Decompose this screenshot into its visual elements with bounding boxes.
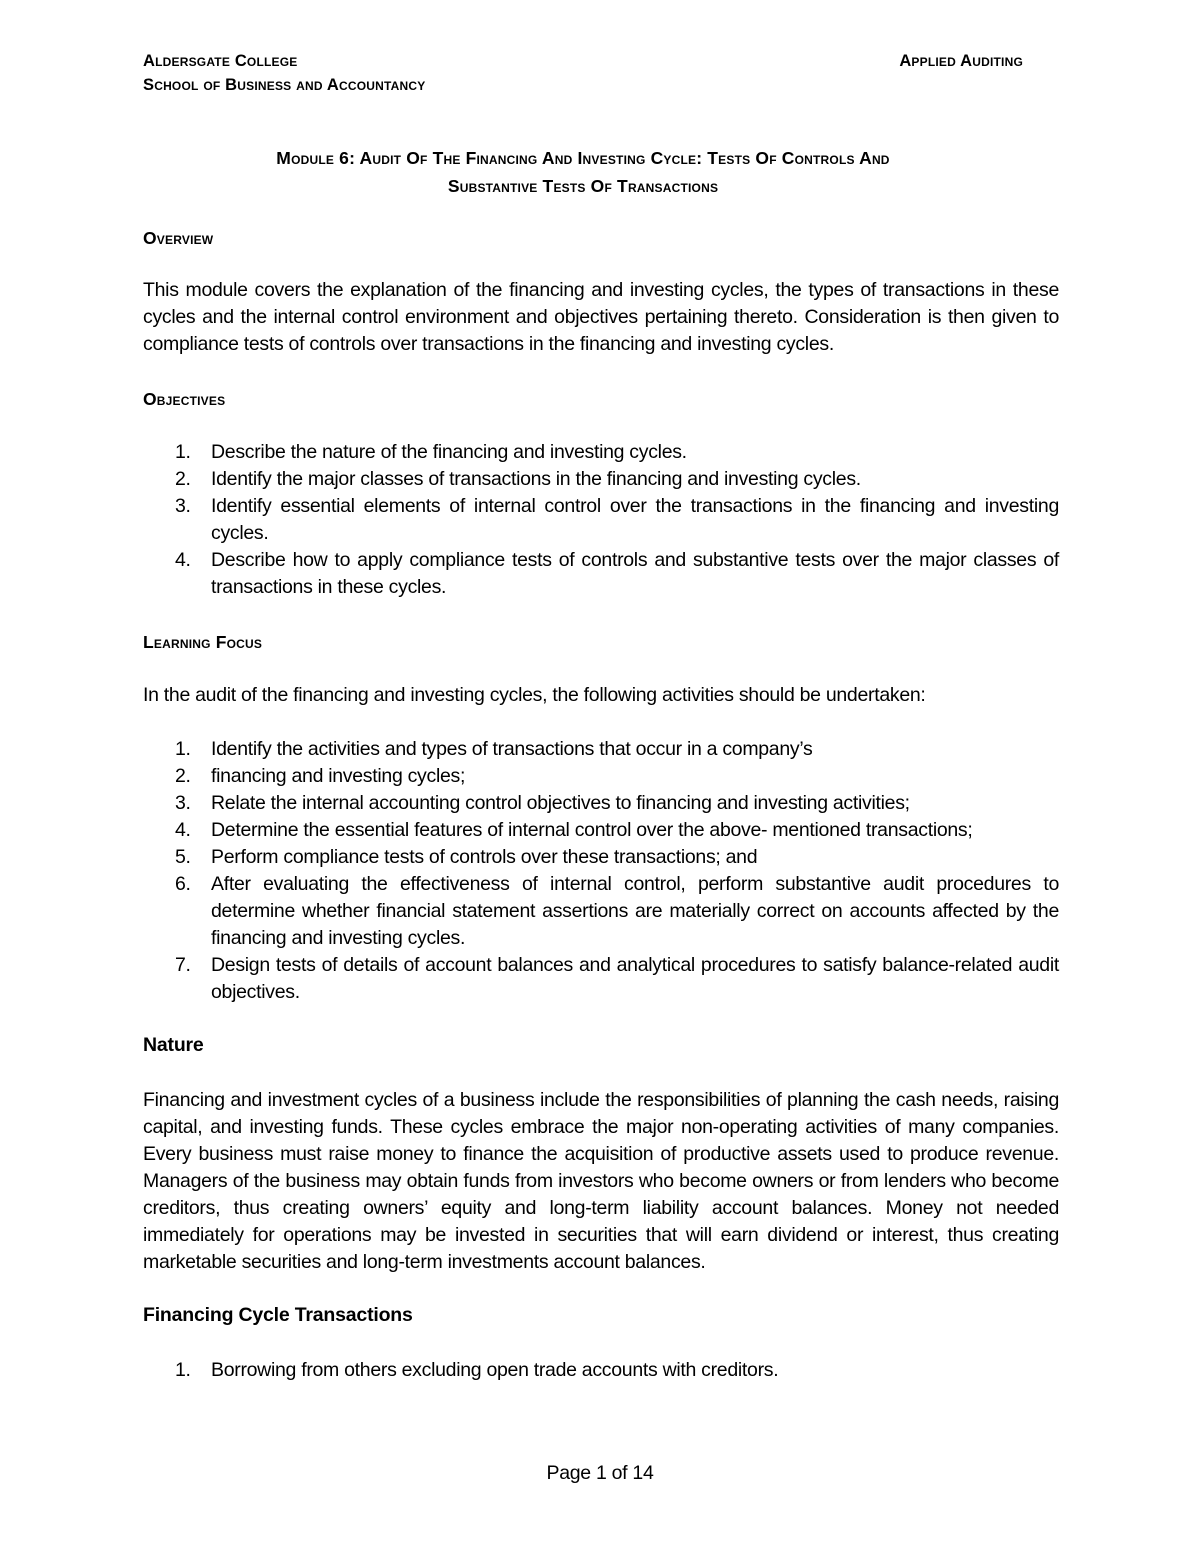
- list-item: 1. Borrowing from others excluding open trade accounts with creditors.: [175, 1359, 779, 1381]
- list-item: 5. Perform compliance tests of controls over these transactions; and: [175, 846, 758, 868]
- list-item: 7. Design tests of details of account balances and analytical procedures to satisfy balance-related audit objectives.: [175, 954, 1059, 1003]
- financing-cycle-heading: Financing Cycle Transactions: [143, 1304, 413, 1326]
- list-item: 4. Describe how to apply compliance tests of controls and substantive tests over the major classes of transactions in these cycles.: [175, 549, 1059, 598]
- list-item: 1. Describe the nature of the financing and investing cycles.: [175, 441, 687, 463]
- page-number: Page 1 of 14: [546, 1462, 654, 1484]
- list-item: 2. Identify the major classes of transactions in the financing and investing cycles.: [175, 468, 861, 490]
- list-item: 6. After evaluating the effectiveness of internal control, perform substantive audit procedures to determine whether financial statement assertions are materially correct on accounts affected by the financing and investing cycles.: [175, 873, 1059, 949]
- list-item: 2. financing and investing cycles;: [175, 765, 466, 787]
- nature-heading: Nature: [143, 1034, 204, 1056]
- learning-focus-list: [143, 736, 1059, 1006]
- module-title-line-1: Module 6: Audit Of The Financing And Investing Cycle: Tests Of Controls And: [276, 148, 890, 168]
- college-name: Aldersgate College: [143, 52, 298, 70]
- module-title-line-2: Substantive Tests Of Transactions: [447, 176, 719, 196]
- overview-heading: Overview: [143, 228, 214, 248]
- list-item: 4. Determine the essential features of internal control over the above- mentioned transactions;: [175, 819, 973, 841]
- objectives-list: [143, 439, 1059, 601]
- list-item: 1. Identify the activities and types of transactions that occur in a company’s: [175, 738, 813, 760]
- learning-focus-heading: Learning Focus: [143, 632, 263, 652]
- module-title: [143, 144, 1023, 200]
- school-name: School of Business and Accountancy: [143, 76, 426, 94]
- objectives-heading: Objectives: [143, 389, 226, 409]
- course-name: Applied Auditing: [899, 52, 1023, 70]
- overview-text: This module covers the explanation of the financing and investing cycles, the types of transactions in these cycles and the internal control environment and objectives pertaining thereto. Consideration is then given to compliance tests of controls over transactions in the financing and investing cycles.: [143, 279, 1059, 355]
- list-item: 3. Identify essential elements of internal control over the transactions in the financing and investing cycles.: [175, 495, 1059, 544]
- financing-cycle-list: [143, 1357, 1059, 1384]
- nature-text: Financing and investment cycles of a business include the responsibilities of planning the cash needs, raising capital, and investing funds. These cycles embrace the major non-operating activities of many companies. Every business must raise money to finance the acquisition of productive assets used to produce revenue. Managers of the business may obtain funds from investors who become owners or from lenders who become creditors, thus creating owners’ equity and long-term liability account balances. Money not needed immediately for operations may be invested in securities that will earn dividend or interest, thus creating marketable securities and long-term investments account balances.: [143, 1089, 1059, 1273]
- learning-focus-intro: In the audit of the financing and investing cycles, the following activities should be undertaken:: [143, 684, 926, 706]
- list-item: 3. Relate the internal accounting control objectives to financing and investing activities;: [175, 792, 910, 814]
